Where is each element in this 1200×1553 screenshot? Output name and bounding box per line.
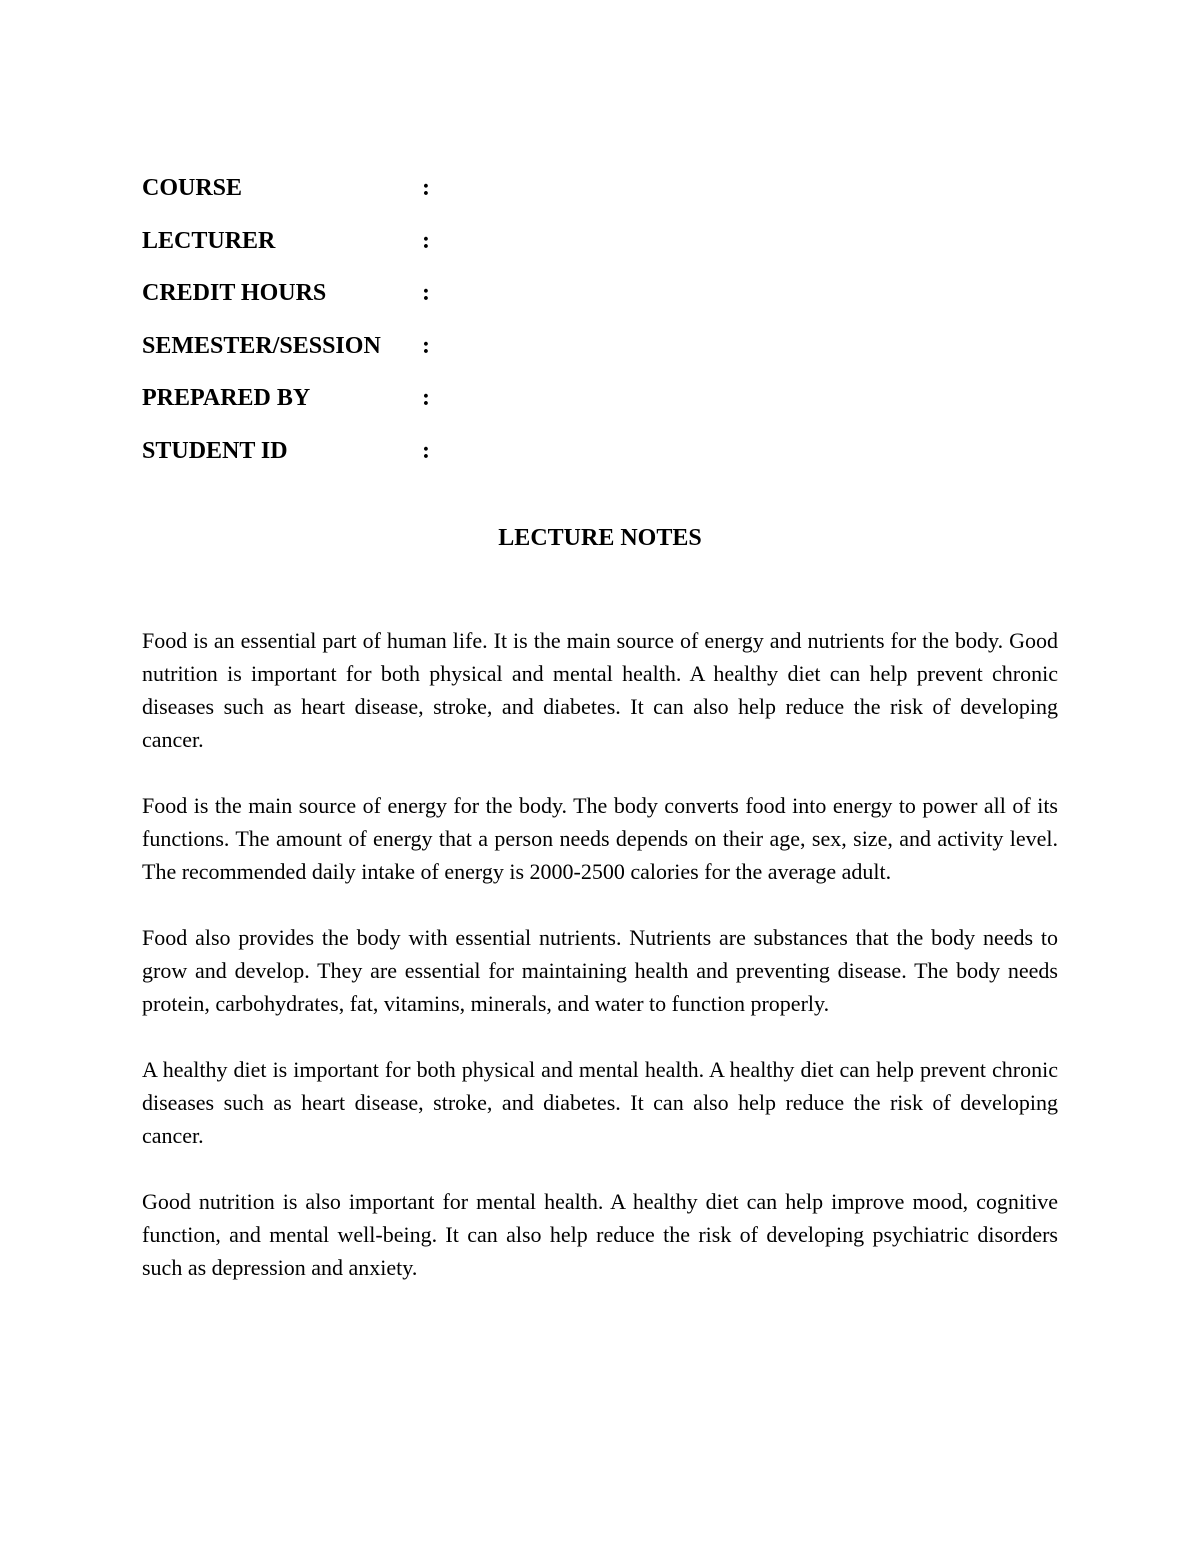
paragraph: Food also provides the body with essential nutrients. Nutrients are substances that the body needs to grow and develop. They are essential for maintaining health and preventing disease. The body needs protein, carbohydrates, fat, vitamins, minerals, and water to function properly. (142, 925, 1058, 1016)
field-label: LECTURER (142, 227, 276, 254)
field-label: STUDENT ID (142, 437, 288, 464)
field-student-id (142, 433, 542, 486)
field-colon: : (422, 332, 430, 359)
field-label: CREDIT HOURS (142, 280, 327, 306)
field-colon: : (422, 280, 430, 306)
paragraph: A healthy diet is important for both physical and mental health. A healthy diet can help prevent chronic diseases such as heart disease, stroke, and diabetes. It can also help reduce the risk of developing cancer. (142, 1057, 1058, 1148)
field-lecturer (142, 223, 542, 276)
field-semester-session (142, 328, 542, 381)
field-colon: : (422, 437, 430, 464)
paragraph: Food is the main source of energy for the body. The body converts food into energy to power all of its functions. The amount of energy that a person needs depends on their age, sex, size, and activity level. The recommended daily intake of energy is 2000-2500 calories for the average adult. (142, 793, 1058, 884)
field-label: COURSE (142, 175, 243, 201)
field-label: SEMESTER/SESSION (142, 332, 381, 359)
field-colon: : (422, 385, 430, 411)
field-prepared-by (142, 380, 542, 433)
field-label: PREPARED BY (142, 385, 311, 411)
header-fields (142, 170, 542, 485)
body-text (142, 624, 1058, 1317)
paragraph: Good nutrition is also important for mental health. A healthy diet can help improve mood, cognitive function, and mental well-being. It can also help reduce the risk of developing psychiatric disorders such as depression and anxiety. (142, 1189, 1058, 1280)
field-credit-hours (142, 275, 542, 328)
field-colon: : (422, 175, 430, 201)
paragraph: Food is an essential part of human life. It is the main source of energy and nutrients for the body. Good nutrition is important for both physical and mental health. A healthy diet can help prevent chronic diseases such as heart disease, stroke, and diabetes. It can also help reduce the risk of developing cancer. (142, 628, 1058, 752)
page-title: LECTURE NOTES (498, 525, 702, 551)
field-course (142, 170, 542, 223)
field-colon: : (422, 227, 430, 254)
